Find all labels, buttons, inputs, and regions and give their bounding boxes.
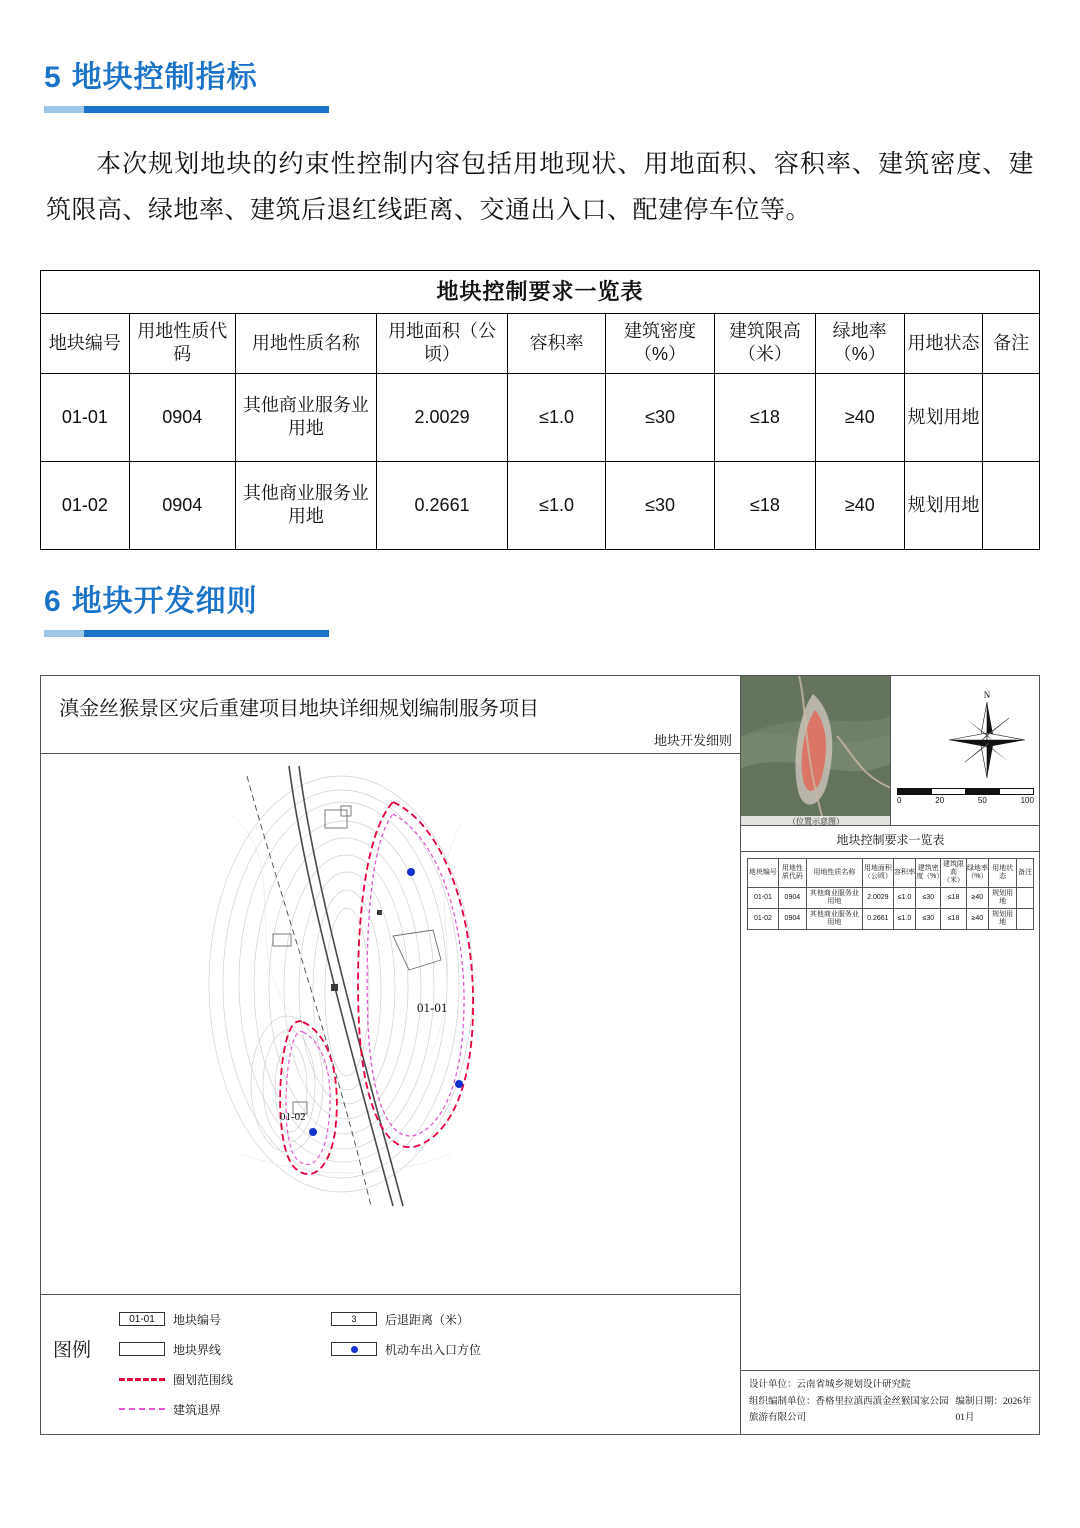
section-6-number: 6 xyxy=(44,584,62,618)
aerial-photo-svg xyxy=(741,676,891,825)
mini-col-nature-code: 用地性质代码 xyxy=(778,858,806,887)
mini-cell-density: ≤30 xyxy=(916,888,941,909)
cell-area: 0.2661 xyxy=(376,461,507,549)
mini-cell-far: ≤1.0 xyxy=(893,909,915,930)
drawing-map-panel xyxy=(41,676,741,1434)
section-5-underline xyxy=(44,106,329,113)
legend-item-plot-boundary xyxy=(119,1341,221,1358)
photo-caption-text: （位置示意图） xyxy=(788,816,844,825)
cell-nature-code: 0904 xyxy=(129,373,235,461)
mini-cell-area: 0.2661 xyxy=(862,909,893,930)
planning-range-swatch xyxy=(119,1378,165,1381)
section-5-paragraph: 本次规划地块的约束性控制内容包括用地现状、用地面积、容积率、建筑密度、建筑限高、绿地率、建筑后退红线距离、交通出入口、配建停车位等。 xyxy=(46,150,1034,225)
table-header-row xyxy=(41,314,1040,374)
mini-cell-status: 规划用地 xyxy=(989,888,1017,909)
site-plan-svg xyxy=(41,754,740,1214)
mini-col-status: 用地状态 xyxy=(989,858,1017,887)
scale-bar xyxy=(897,788,1034,805)
legend-label-planning-range: 圈划范围线 xyxy=(173,1372,234,1387)
mini-cell-code: 01-02 xyxy=(748,909,779,930)
footer-organizer: 组织编制单位：香格里拉滇西滇金丝猴国家公园旅游有限公司 xyxy=(749,1396,949,1423)
cell-code: 01-02 xyxy=(41,461,130,549)
plot-boundary-swatch xyxy=(119,1342,165,1356)
cell-height: ≤18 xyxy=(715,373,816,461)
legend-item-planning-range xyxy=(119,1371,233,1388)
col-header-remark: 备注 xyxy=(983,314,1040,374)
drawing-subtitle: 地块开发细则 xyxy=(653,732,732,748)
mini-control-table xyxy=(747,858,1034,930)
table-title: 地块控制要求一览表 xyxy=(41,270,1040,314)
cell-area: 2.0029 xyxy=(376,373,507,461)
section-6-underline xyxy=(44,630,329,637)
drawing-photo-compass-row xyxy=(741,676,1040,826)
cell-status: 规划用地 xyxy=(904,461,983,549)
mini-cell-nature-name: 其他商业服务业用地 xyxy=(806,888,862,909)
col-header-code: 地块编号 xyxy=(41,314,130,374)
mini-col-density: 建筑密度（%） xyxy=(916,858,941,887)
mini-table-row xyxy=(748,909,1034,930)
scale-tick-0: 0 xyxy=(897,795,902,805)
col-header-height: 建筑限高（米） xyxy=(715,314,816,374)
section-6-title: 地块开发细则 xyxy=(71,584,258,618)
location-aerial-photo xyxy=(741,676,891,825)
drawing-footer xyxy=(741,1370,1040,1433)
cell-green: ≥40 xyxy=(815,373,904,461)
compass-north-label: N xyxy=(983,689,991,700)
mini-col-green: 绿地率（%） xyxy=(966,858,988,887)
cell-code: 01-01 xyxy=(41,373,130,461)
cell-status: 规划用地 xyxy=(904,373,983,461)
mini-cell-green: ≥40 xyxy=(966,888,988,909)
mini-cell-remark xyxy=(1017,909,1034,930)
mini-cell-remark xyxy=(1017,888,1034,909)
plot-control-table xyxy=(40,270,1040,550)
mini-col-remark: 备注 xyxy=(1017,858,1034,887)
cell-height: ≤18 xyxy=(715,461,816,549)
col-header-area: 用地面积（公顷） xyxy=(376,314,507,374)
mini-col-code: 地块编号 xyxy=(748,858,779,887)
col-header-nature-name: 用地性质名称 xyxy=(235,314,376,374)
legend-item-vehicle-entrance xyxy=(331,1341,481,1358)
cell-nature-code: 0904 xyxy=(129,461,235,549)
plot-code-swatch: 01-01 xyxy=(119,1312,165,1326)
mini-cell-nature-code: 0904 xyxy=(778,888,806,909)
table-row xyxy=(41,461,1040,549)
mini-cell-status: 规划用地 xyxy=(989,909,1017,930)
mini-table-wrap xyxy=(741,852,1040,930)
scale-tick-3: 100 xyxy=(1020,795,1034,805)
mini-cell-height: ≤18 xyxy=(941,888,966,909)
cell-density: ≤30 xyxy=(606,461,715,549)
mini-table-row xyxy=(748,888,1034,909)
footer-design-unit: 设计单位：云南省城乡规划设计研究院 xyxy=(749,1380,911,1391)
plot-label-01-02: 01-02 xyxy=(280,1110,306,1123)
section-5-heading xyxy=(40,60,1040,113)
legend-label-plot-boundary: 地块界线 xyxy=(173,1342,222,1357)
plot-label-01-01: 01-01 xyxy=(417,999,448,1015)
building-setback-01-01 xyxy=(367,814,464,1136)
cell-green: ≥40 xyxy=(815,461,904,549)
cell-nature-name: 其他商业服务业用地 xyxy=(235,373,376,461)
col-header-green: 绿地率（%） xyxy=(815,314,904,374)
col-header-far: 容积率 xyxy=(508,314,606,374)
legend-item-building-setback xyxy=(119,1401,221,1418)
mini-col-nature-name: 用地性质名称 xyxy=(806,858,862,887)
mini-cell-area: 2.0029 xyxy=(862,888,893,909)
drawing-title-bar xyxy=(41,676,740,754)
mini-cell-green: ≥40 xyxy=(966,909,988,930)
section-5-number: 5 xyxy=(44,61,62,94)
mini-col-height: 建筑限高（米） xyxy=(941,858,966,887)
plot-development-drawing xyxy=(40,675,1040,1435)
cell-far: ≤1.0 xyxy=(508,373,606,461)
cell-density: ≤30 xyxy=(606,373,715,461)
legend-label-plot-code: 地块编号 xyxy=(173,1312,222,1327)
section-6-heading xyxy=(40,584,1040,637)
cell-nature-name: 其他商业服务业用地 xyxy=(235,461,376,549)
site-plan-map xyxy=(41,754,740,1294)
legend-label-vehicle-entrance: 机动车出入口方位 xyxy=(385,1342,482,1357)
legend-title: 图例 xyxy=(53,1339,92,1361)
section-5-title: 地块控制指标 xyxy=(71,61,258,94)
mini-header-row xyxy=(748,858,1034,887)
col-header-nature-code: 用地性质代码 xyxy=(129,314,235,374)
cell-far: ≤1.0 xyxy=(508,461,606,549)
legend-label-building-setback: 建筑退界 xyxy=(173,1402,222,1417)
legend-item-plot-code xyxy=(119,1311,221,1328)
mini-cell-nature-code: 0904 xyxy=(778,909,806,930)
table-row xyxy=(41,373,1040,461)
mini-cell-nature-name: 其他商业服务业用地 xyxy=(806,909,862,930)
building-setback-swatch xyxy=(119,1408,165,1410)
setback-distance-swatch: 3 xyxy=(331,1312,377,1326)
mini-cell-height: ≤18 xyxy=(941,909,966,930)
footer-date: 编制日期：2026年01月 xyxy=(955,1396,1032,1423)
legend-label-setback-distance: 后退距离（米） xyxy=(385,1312,470,1327)
col-header-density: 建筑密度（%） xyxy=(606,314,715,374)
planning-range-01-01 xyxy=(358,802,473,1147)
mini-table-title: 地块控制要求一览表 xyxy=(741,826,1040,852)
vehicle-entrance-swatch xyxy=(331,1342,377,1356)
mini-cell-far: ≤1.0 xyxy=(893,888,915,909)
compass-rose xyxy=(891,676,1040,825)
drawing-title: 滇金丝猴景区灾后重建项目地块详细规划编制服务项目 xyxy=(59,697,539,720)
legend-item-setback-distance xyxy=(331,1311,469,1328)
mini-cell-code: 01-01 xyxy=(748,888,779,909)
drawing-legend xyxy=(41,1294,740,1434)
scale-tick-2: 50 xyxy=(977,795,987,805)
col-header-status: 用地状态 xyxy=(904,314,983,374)
cell-remark xyxy=(983,373,1040,461)
drawing-side-panel xyxy=(741,676,1040,1434)
mini-col-far: 容积率 xyxy=(893,858,915,887)
cell-remark xyxy=(983,461,1040,549)
mini-col-area: 用地面积（公顷） xyxy=(862,858,893,887)
mini-cell-density: ≤30 xyxy=(916,909,941,930)
scale-tick-1: 20 xyxy=(935,795,945,805)
